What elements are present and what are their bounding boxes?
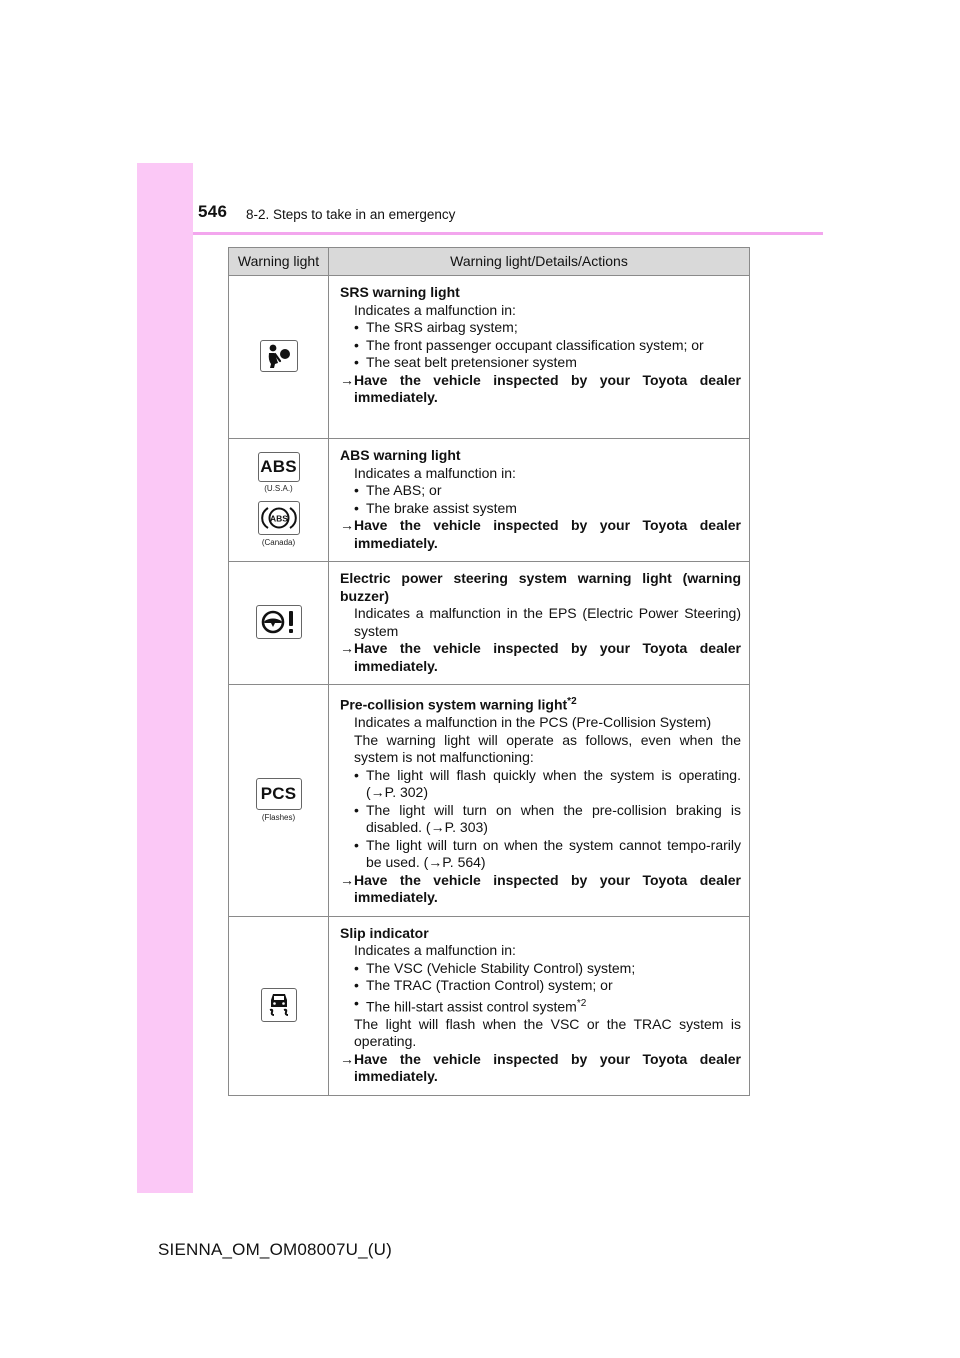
details-cell <box>329 439 750 562</box>
bullet-item: • The light will turn on when the pre-collision braking is disabled. (→P. 303) <box>340 802 741 837</box>
details-cell <box>329 562 750 685</box>
column-header-details: Warning light/Details/Actions <box>329 248 750 276</box>
light-title: Pre-collision system warning light$^{*2}$ <box>340 696 577 713</box>
table-row <box>229 439 750 562</box>
icon-cell <box>229 439 329 562</box>
table-row <box>229 562 750 685</box>
light-title: Electric power steering system warning light (warning buzzer) <box>340 570 741 604</box>
icon-cell <box>229 916 329 1095</box>
bullet-item: • The SRS airbag system; <box>340 319 741 337</box>
action-text: → Have the vehicle inspected by your Toyota dealer immediately. <box>340 517 741 552</box>
light-intro: Indicates a malfunction in: <box>354 464 516 481</box>
details-cell <box>329 685 750 917</box>
details-cell <box>329 276 750 439</box>
bullet-item: • The ABS; or <box>340 482 741 500</box>
footer-document-code: SIENNA_OM_OM08007U_(U) <box>158 1240 392 1259</box>
table-row <box>229 685 750 917</box>
slip-indicator-icon <box>261 988 297 1022</box>
icon-cell <box>229 685 329 917</box>
light-title: SRS warning light <box>340 284 460 300</box>
warning-light-table <box>228 247 750 1096</box>
light-note: The warning light will operate as follows, even when the system is not malfunctioning: <box>354 731 741 766</box>
column-header-warning-light: Warning light <box>229 248 329 276</box>
bullet-item: • The seat belt pretensioner system <box>340 354 741 372</box>
light-intro: Indicates a malfunction in the EPS (Electric Power Steering) system <box>354 605 741 639</box>
header-rule <box>193 232 823 235</box>
icon-cell <box>229 562 329 685</box>
light-intro: Indicates a malfunction in: <box>354 942 516 959</box>
bullet-item: • The VSC (Vehicle Stability Control) system; <box>340 960 741 978</box>
action-text: → Have the vehicle inspected by your Toyota dealer immediately. <box>340 1051 741 1086</box>
bullet-item: • The brake assist system <box>340 500 741 518</box>
footnote-marker: *2 <box>576 997 587 1009</box>
table-row <box>229 276 750 439</box>
abs-canada-warning-icon <box>258 501 300 535</box>
icon-cell <box>229 276 329 439</box>
light-intro: Indicates a malfunction in: <box>354 301 516 318</box>
light-title: ABS warning light <box>340 447 461 463</box>
footnote-marker: *2 <box>567 696 577 707</box>
abs-warning-icon: ABS <box>258 452 300 482</box>
table-header-row <box>229 248 750 276</box>
light-intro: Indicates a malfunction in the PCS (Pre-Collision System) <box>354 714 712 731</box>
caption-usa: (U.S.A.) <box>264 484 293 493</box>
side-tab-band <box>137 163 193 1193</box>
bullet-item: • The front passenger occupant classification system; or <box>340 337 741 355</box>
action-text: → Have the vehicle inspected by your Toyota dealer immediately. <box>340 372 741 407</box>
action-text: → Have the vehicle inspected by your Toyota dealer immediately. <box>340 872 741 907</box>
action-text: → Have the vehicle inspected by your Toyota dealer immediately. <box>340 640 741 675</box>
bullet-item: • The light will flash quickly when the system is operating. (→P. 302) <box>340 767 741 802</box>
light-note: The light will flash when the VSC or the TRAC system is operating. <box>354 1015 741 1050</box>
section-title: 8-2. Steps to take in an emergency <box>246 207 456 222</box>
bullet-item: • The TRAC (Traction Control) system; or <box>340 977 741 995</box>
bullet-item: • The light will turn on when the system cannot tempo-rarily be used. (→P. 564) <box>340 837 741 872</box>
table-row <box>229 916 750 1095</box>
light-title: Slip indicator <box>340 924 429 941</box>
eps-warning-icon <box>256 605 302 639</box>
details-cell <box>329 916 750 1095</box>
bullet-item: • The hill-start assist control system$^{*2}$ <box>340 995 741 1016</box>
svg-text:ABS: ABS <box>269 513 288 524</box>
srs-airbag-warning-icon <box>260 340 298 372</box>
pcs-warning-icon: PCS <box>256 778 302 810</box>
page-number: 546 <box>198 202 228 221</box>
caption-flashes: (Flashes) <box>261 812 296 822</box>
caption-canada: (Canada) <box>261 538 296 547</box>
